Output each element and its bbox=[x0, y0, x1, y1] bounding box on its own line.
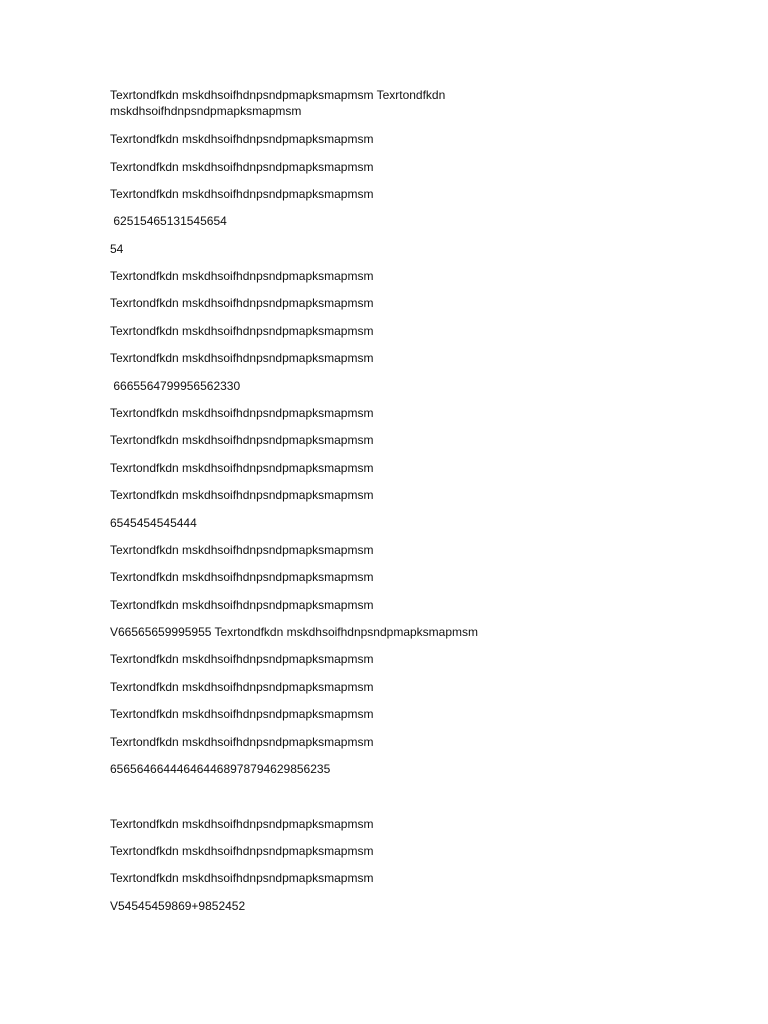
paragraph: 6665564799956562330 bbox=[110, 379, 241, 393]
paragraph: Texrtondfkdn mskdhsoifhdnpsndpmapksmapmsm bbox=[110, 707, 374, 721]
paragraph: Texrtondfkdn mskdhsoifhdnpsndpmapksmapmsm bbox=[110, 817, 374, 831]
paragraph: Texrtondfkdn mskdhsoifhdnpsndpmapksmapmsm bbox=[110, 269, 374, 283]
paragraph: Texrtondfkdn mskdhsoifhdnpsndpmapksmapmsm bbox=[110, 598, 374, 612]
paragraph: Texrtondfkdn mskdhsoifhdnpsndpmapksmapmsm bbox=[110, 570, 374, 584]
paragraph: V66565659995955 Texrtondfkdn mskdhsoifhdnpsndpmapksmapmsm bbox=[110, 625, 479, 639]
paragraph: Texrtondfkdn mskdhsoifhdnpsndpmapksmapmsm bbox=[110, 461, 374, 475]
paragraph: Texrtondfkdn mskdhsoifhdnpsndpmapksmapmsm bbox=[110, 735, 374, 749]
paragraph: Texrtondfkdn mskdhsoifhdnpsndpmapksmapmsm bbox=[110, 187, 374, 201]
paragraph: Texrtondfkdn mskdhsoifhdnpsndpmapksmapmsm bbox=[110, 324, 374, 338]
paragraph: 54 bbox=[110, 242, 124, 256]
paragraph: Texrtondfkdn mskdhsoifhdnpsndpmapksmapmsm bbox=[110, 296, 374, 310]
paragraph: Texrtondfkdn mskdhsoifhdnpsndpmapksmapmsm bbox=[110, 351, 374, 365]
paragraph: Texrtondfkdn mskdhsoifhdnpsndpmapksmapmsm bbox=[110, 406, 374, 420]
paragraph: Texrtondfkdn mskdhsoifhdnpsndpmapksmapmsm bbox=[110, 488, 374, 502]
paragraph: Texrtondfkdn mskdhsoifhdnpsndpmapksmapmsm bbox=[110, 543, 374, 557]
paragraph: Texrtondfkdn mskdhsoifhdnpsndpmapksmapmsm bbox=[110, 652, 374, 666]
paragraph: Texrtondfkdn mskdhsoifhdnpsndpmapksmapmsm Texrtondfkdn mskdhsoifhdnpsndpmapksmapmsm bbox=[110, 88, 446, 118]
paragraph: 656564664446464468978794629856235 bbox=[110, 762, 331, 776]
paragraph: Texrtondfkdn mskdhsoifhdnpsndpmapksmapmsm bbox=[110, 871, 374, 885]
paragraph: V54545459869+9852452 bbox=[110, 899, 246, 913]
paragraph: Texrtondfkdn mskdhsoifhdnpsndpmapksmapmsm bbox=[110, 680, 374, 694]
paragraph: Texrtondfkdn mskdhsoifhdnpsndpmapksmapmsm bbox=[110, 433, 374, 447]
paragraph: Texrtondfkdn mskdhsoifhdnpsndpmapksmapmsm bbox=[110, 844, 374, 858]
paragraph: 62515465131545654 bbox=[110, 214, 227, 228]
paragraph: Texrtondfkdn mskdhsoifhdnpsndpmapksmapmsm bbox=[110, 132, 374, 146]
paragraph: Texrtondfkdn mskdhsoifhdnpsndpmapksmapmsm bbox=[110, 160, 374, 174]
paragraph: 6545454545444 bbox=[110, 516, 197, 530]
